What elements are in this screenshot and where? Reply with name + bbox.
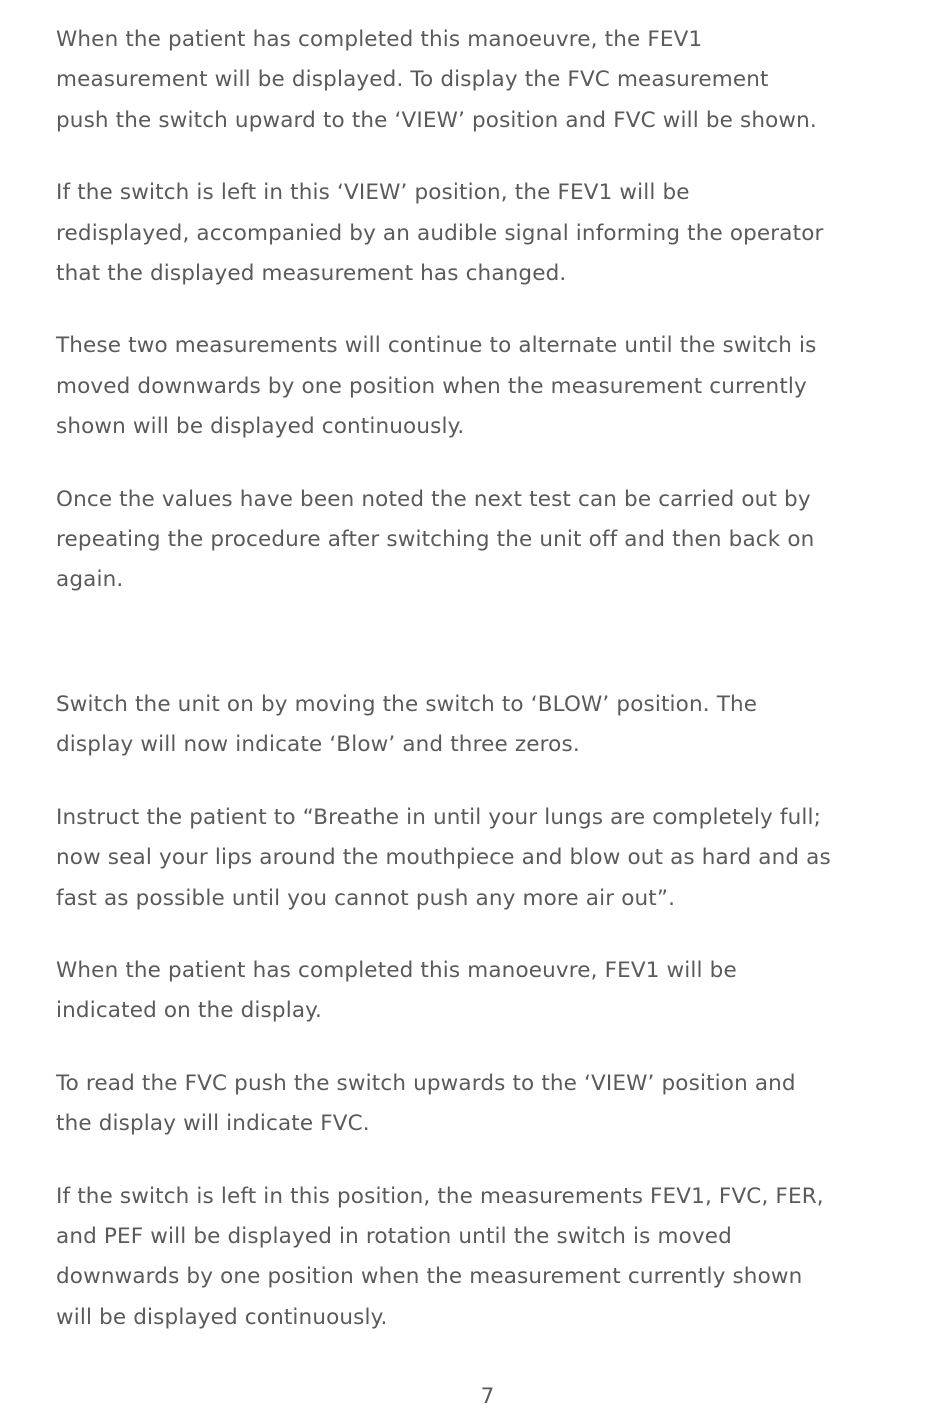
paragraph-read-fvc: To read the FVC push the switch upwards to the ‘VIEW’ position and the display will indicate FVC.: [56, 1070, 796, 1137]
document-page: [56, 20, 936, 1338]
paragraph-alternate-measurements: These two measurements will continue to alternate until the switch is moved downwards by one position when the measurement currently shown will be displayed continuously.: [56, 333, 817, 440]
paragraph-fev1-display: When the patient has completed this manoeuvre, the FEV1 measurement will be displayed. To display the FVC measurement push the switch upward to the ‘VIEW’ position and FVC will be shown.: [56, 27, 817, 133]
page-number: 7: [480, 1384, 495, 1409]
paragraph-switch-on: Switch the unit on by moving the switch to ‘BLOW’ position. The display will now indicate ‘Blow’ and three zeros.: [56, 691, 758, 758]
paragraph-rotation: If the switch is left in this position, the measurements FEV1, FVC, FER, and PEF will be displayed in rotation until the switch is moved downwards by one position when the measurement currently shown will be displayed continuously.: [56, 1183, 824, 1330]
paragraph-view-position: If the switch is left in this ‘VIEW’ position, the FEV1 will be redisplayed, accompanied by an audible signal informing the operator that the displayed measurement has changed.: [56, 180, 824, 287]
paragraph-fev1-indicated: When the patient has completed this manoeuvre, FEV1 will be indicated on the display.: [56, 957, 737, 1024]
paragraph-instruct-patient: Instruct the patient to “Breathe in until your lungs are completely full; now seal your lips around the mouthpiece and blow out as hard and as fast as possible until you cannot push any more air out”.: [56, 804, 831, 911]
paragraph-next-test: Once the values have been noted the next test can be carried out by repeating the procedure after switching the unit off and then back on again.: [56, 486, 815, 593]
